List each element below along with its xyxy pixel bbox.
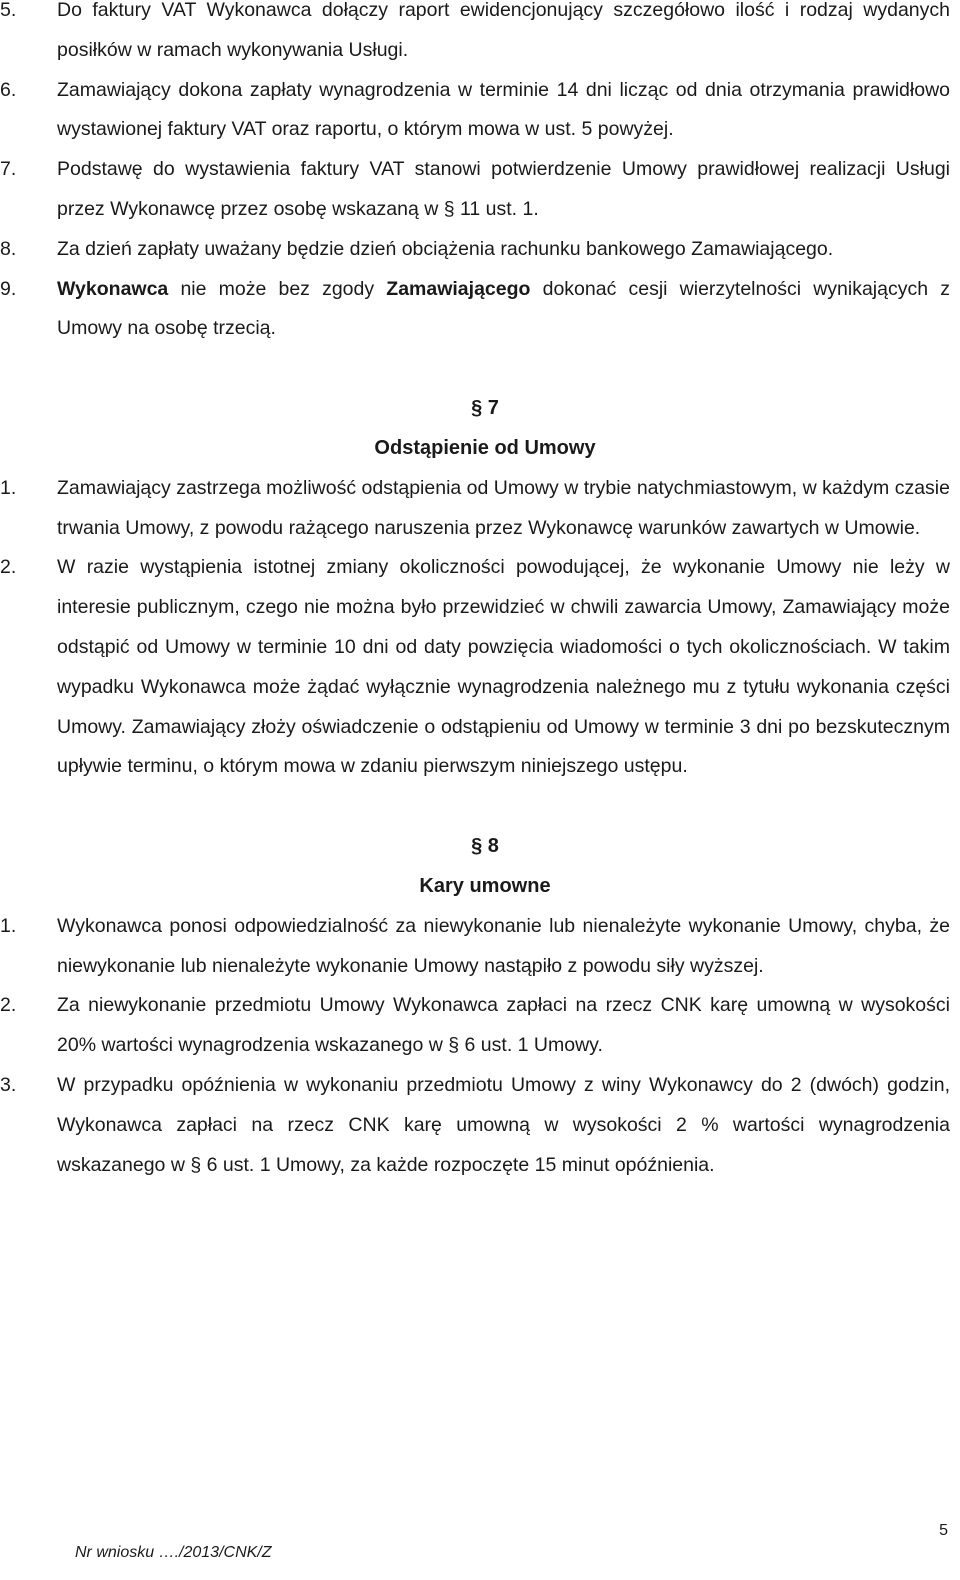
spacer <box>0 787 960 827</box>
list-item <box>0 270 960 350</box>
item-text: Podstawę do wystawienia faktury VAT stanowi potwierdzenie Umowy prawidłowej realizacji Usługi przez Wykonawcę przez osobę wskazaną w § 11 ust. 1. <box>57 158 950 220</box>
list-item <box>0 0 960 71</box>
footer-reference: Nr wniosku …./2013/CNK/Z <box>75 1544 272 1561</box>
item-number: 2. <box>0 994 17 1017</box>
list-item <box>0 986 960 1066</box>
section-symbol: § 7 <box>471 397 499 420</box>
item-text: Do faktury VAT Wykonawca dołączy raport ewidencjonujący szczegółowo ilość i rodzaj wydanych posiłków w ramach wykonywania Usługi. <box>57 0 950 61</box>
item-text: Zamawiający zastrzega możliwość odstąpienia od Umowy w trybie natychmiastowym, w każdym czasie trwania Umowy, z powodu rażącego naruszenia przez Wykonawcę warunków zawartych w Umowie. <box>57 476 950 539</box>
item-text-part: dokonać cesji wierzytelności wynikających z Umowy na osobę trzecią. <box>57 277 950 340</box>
item-text-part: nie może bez zgody <box>168 277 387 300</box>
item-text: Za niewykonanie przedmiotu Umowy Wykonawca zapłaci na rzecz CNK karę umowną w wysokości 20% wartości wynagrodzenia wskazanego w § 6 ust. 1 Umowy. <box>57 994 950 1057</box>
list-item <box>0 469 960 549</box>
item-number: 1. <box>0 476 17 499</box>
page-number: 5 <box>939 1522 948 1539</box>
item-number: 3. <box>0 1073 17 1096</box>
item-text: Wykonawca ponosi odpowiedzialność za niewykonanie lub nienależyte wykonanie Umowy, chyba, że niewykonanie lub nienależyte wykonanie Umowy nastąpiło z powodu siły wyższej. <box>57 914 950 977</box>
item-number: 9. <box>0 277 17 300</box>
spacer <box>0 349 960 389</box>
item-number: 8. <box>0 237 17 260</box>
item-number: 1. <box>0 914 17 937</box>
party-name-orderer: Zamawiającego <box>386 277 531 300</box>
item-number: 2. <box>0 556 17 579</box>
item-text: Za dzień zapłaty uważany będzie dzień obciążenia rachunku bankowego Zamawiającego. <box>57 237 834 260</box>
item-number: 7. <box>0 158 17 181</box>
list-item <box>0 150 960 230</box>
section-title: Kary umowne <box>419 874 551 897</box>
list-item <box>0 548 960 787</box>
party-name-contractor: Wykonawca <box>57 277 169 300</box>
item-text: W razie wystąpienia istotnej zmiany okoliczności powodującej, że wykonanie Umowy nie leży w interesie publicznym, czego nie można było przewidzieć w chwili zawarcia Umowy, Zamawiający może odstąpić od Umowy w terminie 10 dni od daty powzięcia wiadomości o tych okolicznościach. W takim wypadku Wykonawca może żądać wyłącznie wynagrodzenia należnego mu z tytułu wykonania części Umowy. Zamawiający złoży oświadczenie o odstąpieniu od Umowy w terminie 3 dni po bezskutecznym upływie terminu, o którym mowa w zdaniu pierwszym niniejszego ustępu. <box>57 556 950 778</box>
section-symbol: § 8 <box>471 835 499 858</box>
item-text: W przypadku opóźnienia w wykonaniu przedmiotu Umowy z winy Wykonawcy do 2 (dwóch) godzin, Wykonawca zapłaci na rzecz CNK karę umowną w wysokości 2 % wartości wynagrodzenia wskazanego w § 6 ust. 1 Umowy, za każde rozpoczęte 15 minut opóźnienia. <box>57 1073 950 1176</box>
list-item <box>0 907 960 987</box>
list-item <box>0 1066 960 1185</box>
list-item <box>0 230 960 270</box>
list-item <box>0 71 960 151</box>
section-title: Odstąpienie od Umowy <box>374 436 596 459</box>
item-number: 6. <box>0 78 17 101</box>
item-text: Zamawiający dokona zapłaty wynagrodzenia w terminie 14 dni licząc od dnia otrzymania prawidłowo wystawionej faktury VAT oraz raportu, o którym mowa w ust. 5 powyżej. <box>57 78 950 141</box>
item-number: 5. <box>0 0 17 21</box>
